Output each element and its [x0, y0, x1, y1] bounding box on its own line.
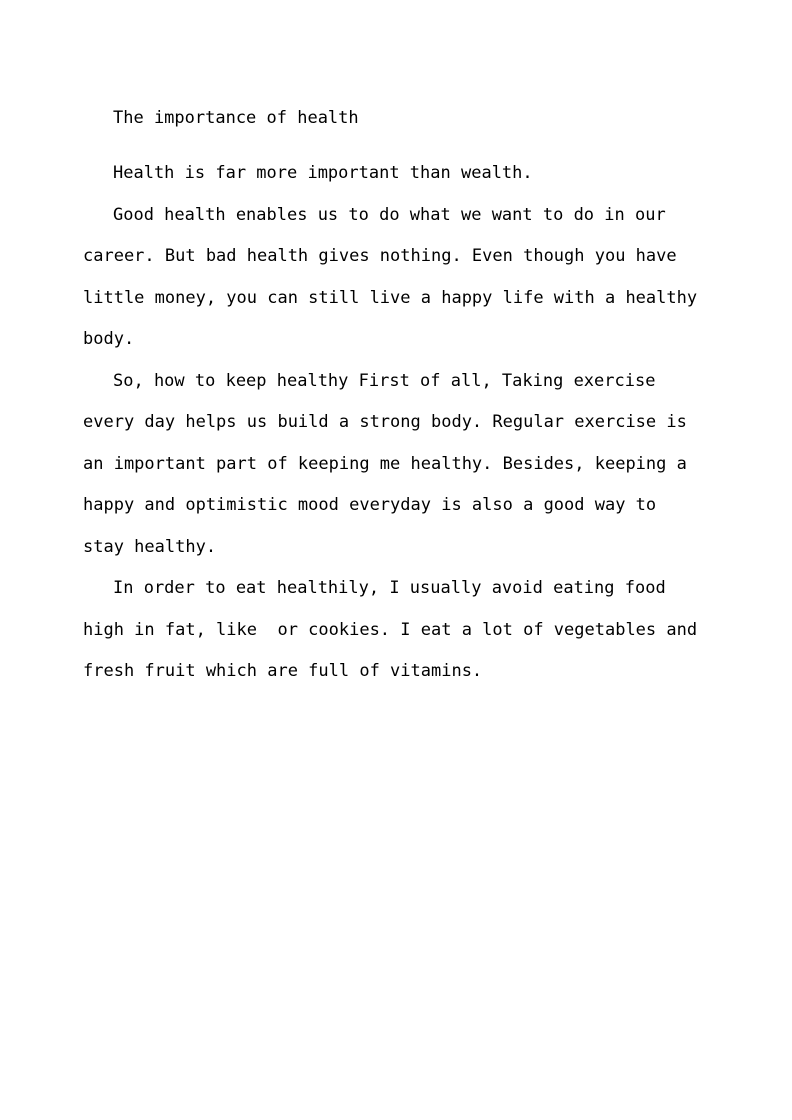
text-line: happy and optimistic mood everyday is also a good way to	[83, 495, 657, 515]
paragraph-good-health	[83, 195, 723, 361]
text-line: So, how to keep healthy First of all, Taking exercise	[113, 370, 656, 391]
text-line: career. But bad health gives nothing. Even though you have	[83, 246, 677, 266]
text-line: high in fat, like or cookies. I eat a lot of vegetables and	[83, 619, 698, 640]
text-line: an important part of keeping me healthy. Besides, keeping a	[83, 453, 687, 474]
text-line: Health is far more important than wealth.	[113, 163, 533, 183]
text-line: every day helps us build a strong body. Regular exercise is	[83, 412, 687, 432]
paragraph-eat-healthily	[83, 568, 723, 693]
text-line: little money, you can still live a happy life with a healthy	[83, 287, 698, 308]
text-line: stay healthy.	[83, 536, 217, 557]
text-line: body.	[83, 329, 135, 349]
text-line: Good health enables us to do what we want to do in our	[113, 204, 666, 225]
text-line: In order to eat healthily, I usually avoid eating food	[113, 578, 666, 598]
paragraph-health-vs-wealth	[83, 153, 723, 195]
text-line: fresh fruit which are full of vitamins.	[83, 661, 483, 681]
document-title: The importance of health	[113, 108, 359, 128]
paragraph-keep-healthy	[83, 361, 723, 569]
document-body	[83, 153, 723, 693]
